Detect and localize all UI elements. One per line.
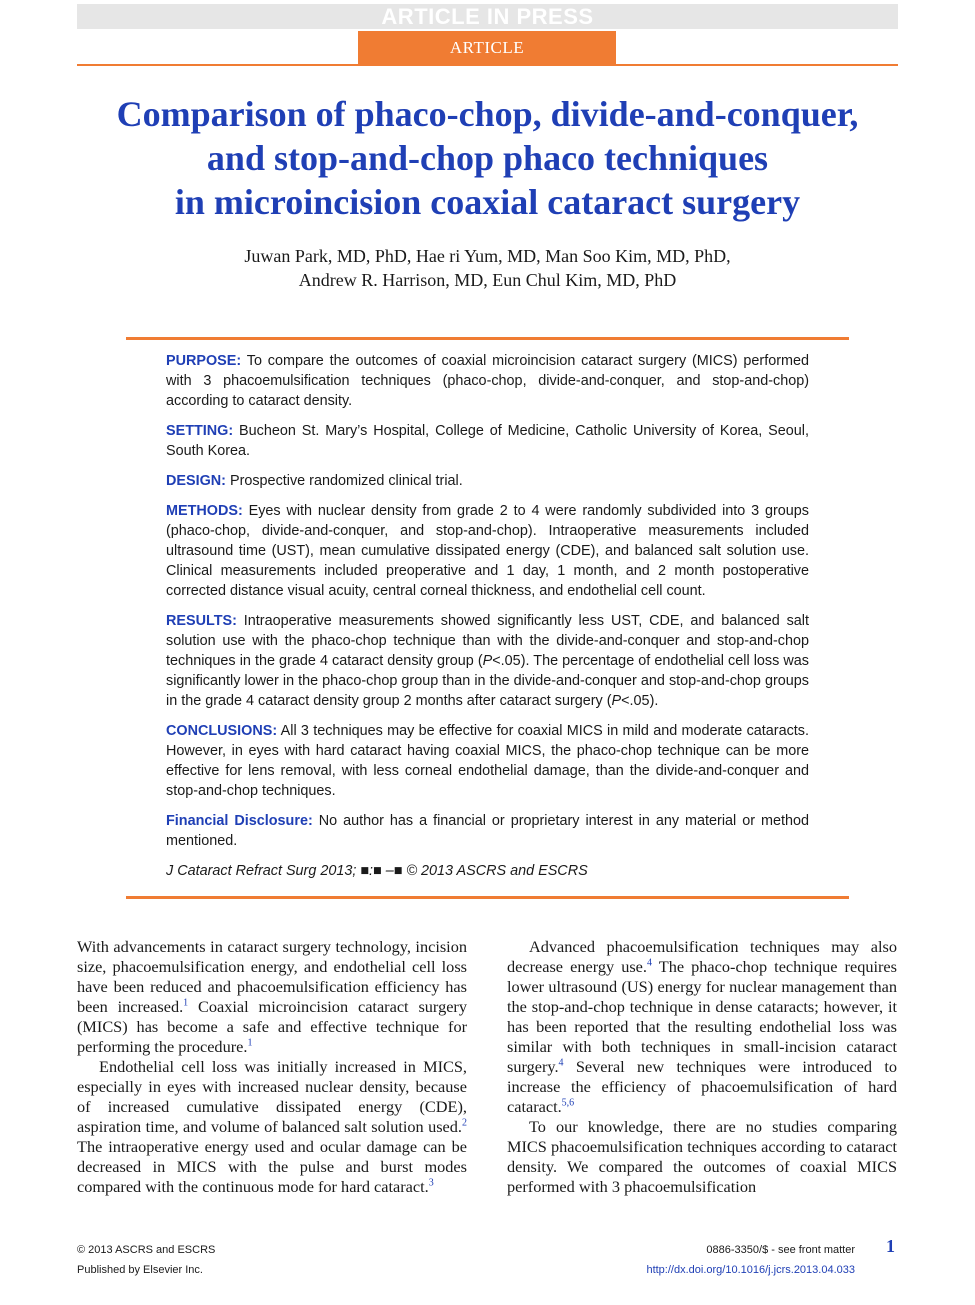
copyright-line: © 2013 ASCRS and ESCRS — [77, 1244, 216, 1256]
conclusions-text: All 3 techniques may be effective for coaxial MICS in mild and moderate cataracts. However, in eyes with hard cataract having coaxial MICS, the phaco-chop technique can be more effective for lens removal, with less corneal endothelial damage, than the divide-and-conquer and stop-and-chop techniques. — [166, 723, 809, 799]
results-label: RESULTS: — [166, 613, 237, 629]
disclosure-text: No author has a financial or proprietary interest in any material or method mentioned. — [166, 813, 809, 849]
reference-link[interactable]: 4 — [558, 1057, 564, 1069]
author-list — [100, 244, 875, 292]
title-line-1: Comparison of phaco-chop, divide-and-conquer, — [116, 94, 859, 134]
reference-link[interactable]: 4 — [646, 957, 652, 969]
article-title — [60, 92, 915, 224]
doi-link[interactable]: http://dx.doi.org/10.1016/j.jcrs.2013.04.033 — [646, 1264, 855, 1276]
methods-label: METHODS: — [166, 503, 243, 519]
body-text: Coaxial microincision cataract surgery (MICS) has become a safe and effective technique for performing the procedure. — [77, 997, 467, 1056]
footer-left — [77, 1240, 215, 1280]
abstract — [166, 351, 809, 891]
body-text: With advancements in cataract surgery technology, incision size, phacoemulsification energy, and endothelial cell loss have been reduced and phacoemulsification efficiency has been increased. — [77, 937, 467, 1016]
body-text: Several new techniques were introduced to increase the efficiency of phacoemulsification of hard cataract. — [507, 1057, 897, 1116]
abstract-bottom-rule — [126, 896, 849, 899]
purpose-text: To compare the outcomes of coaxial microincision cataract surgery (MICS) performed with 3 phacoemulsification techniques (phaco-chop, divide-and-conquer, and stop-and-chop) according to cataract density. — [166, 353, 809, 409]
abstract-design — [166, 471, 809, 491]
abstract-top-rule — [126, 337, 849, 340]
abstract-purpose — [166, 351, 809, 411]
body-text: Advanced phacoemulsification techniques may also decrease energy use. — [507, 937, 897, 976]
body-text: The intraoperative energy used and ocular damage can be decreased in MICS with the pulse and burst modes compared with the continuous mode for hard cataract. — [77, 1137, 467, 1196]
footer-right — [646, 1240, 855, 1280]
results-text-2: <.05). The percentage of endothelial cell loss was significantly lower in the phaco-chop group than in the divide-and-conquer and stop-and-chop groups in the grade 4 cataract density group 2 months after cataract surgery ( — [166, 653, 809, 709]
header-divider — [77, 64, 898, 66]
reference-link[interactable]: 1 — [247, 1037, 253, 1049]
abstract-disclosure — [166, 811, 809, 851]
body-column-right — [507, 937, 897, 1197]
setting-label: SETTING: — [166, 423, 234, 439]
article-type-label: ARTICLE — [358, 31, 616, 65]
page-number: 1 — [886, 1236, 895, 1256]
authors-line-1: Juwan Park, MD, PhD, Hae ri Yum, MD, Man Soo Kim, MD, PhD, — [244, 246, 731, 266]
reference-link[interactable]: 2 — [462, 1117, 467, 1129]
title-line-3: in microincision coaxial cataract surgery — [174, 182, 801, 222]
abstract-results — [166, 611, 809, 711]
results-text-1: Intraoperative measurements showed significantly less UST, CDE, and balanced salt solution use with the phaco-chop technique than with the divide-and-conquer and stop-and-chop techniques in the grade 4 cataract density group ( — [166, 613, 809, 669]
reference-link[interactable]: 1 — [183, 997, 189, 1009]
body-column-left — [77, 937, 467, 1197]
setting-text: Bucheon St. Mary’s Hospital, College of Medicine, Catholic University of Korea, Seoul, South Korea. — [166, 423, 809, 459]
results-p-value-2: P — [611, 693, 622, 709]
body-paragraph: To our knowledge, there are no studies comparing MICS phacoemulsification techniques according to cataract density. We compared the outcomes of coaxial MICS performed with 3 phacoemulsification — [507, 1117, 897, 1196]
issn-line: 0886-3350/$ - see front matter — [706, 1244, 855, 1256]
authors-line-2: Andrew R. Harrison, MD, Eun Chul Kim, MD, PhD — [298, 270, 677, 290]
reference-link[interactable]: 3 — [428, 1177, 434, 1189]
article-in-press-banner: ARTICLE IN PRESS — [77, 4, 898, 29]
methods-text: Eyes with nuclear density from grade 2 to 4 were randomly subdivided into 3 groups (phaco-chop, divide-and-conquer, and stop-and-chop). Intraoperative measurements included ultrasound time (UST), mean cumulative dissipated energy (CDE), and balanced salt solution use. Clinical measurements included preoperative and 1 day, 1 month, and 2 month postoperative corrected distance visual acuity, central corneal thickness, and endothelial cell count. — [166, 503, 809, 599]
body-text: The phaco-chop technique requires lower ultrasound (US) energy for nuclear management than the stop-and-chop technique in dense cataracts; however, it has been reported that the resulting endothelial loss was similar with both techniques in small-incision cataract surgery. — [507, 957, 897, 1076]
body-paragraph — [77, 1057, 467, 1197]
reference-link[interactable]: 5,6 — [561, 1097, 575, 1109]
results-text-3: <.05). — [621, 693, 659, 709]
purpose-label: PURPOSE: — [166, 353, 242, 369]
design-label: DESIGN: — [166, 473, 226, 489]
disclosure-label: Financial Disclosure: — [166, 813, 313, 829]
publisher-line: Published by Elsevier Inc. — [77, 1264, 203, 1276]
body-paragraph — [77, 937, 467, 1057]
conclusions-label: CONCLUSIONS: — [166, 723, 278, 739]
body-paragraph — [507, 937, 897, 1117]
design-text: Prospective randomized clinical trial. — [225, 473, 463, 489]
abstract-methods — [166, 501, 809, 601]
abstract-setting — [166, 421, 809, 461]
journal-citation: J Cataract Refract Surg 2013; ■:■ –■ © 2013 ASCRS and ESCRS — [166, 863, 588, 879]
results-p-value-1: P — [482, 653, 493, 669]
abstract-conclusions — [166, 721, 809, 801]
title-line-2: and stop-and-chop phaco techniques — [206, 138, 769, 178]
body-text: Endothelial cell loss was initially increased in MICS, especially in eyes with increased nuclear density, because of increased cumulative dissipated energy (CDE), aspiration time, and volume of balanced salt solution used. — [77, 1057, 467, 1136]
